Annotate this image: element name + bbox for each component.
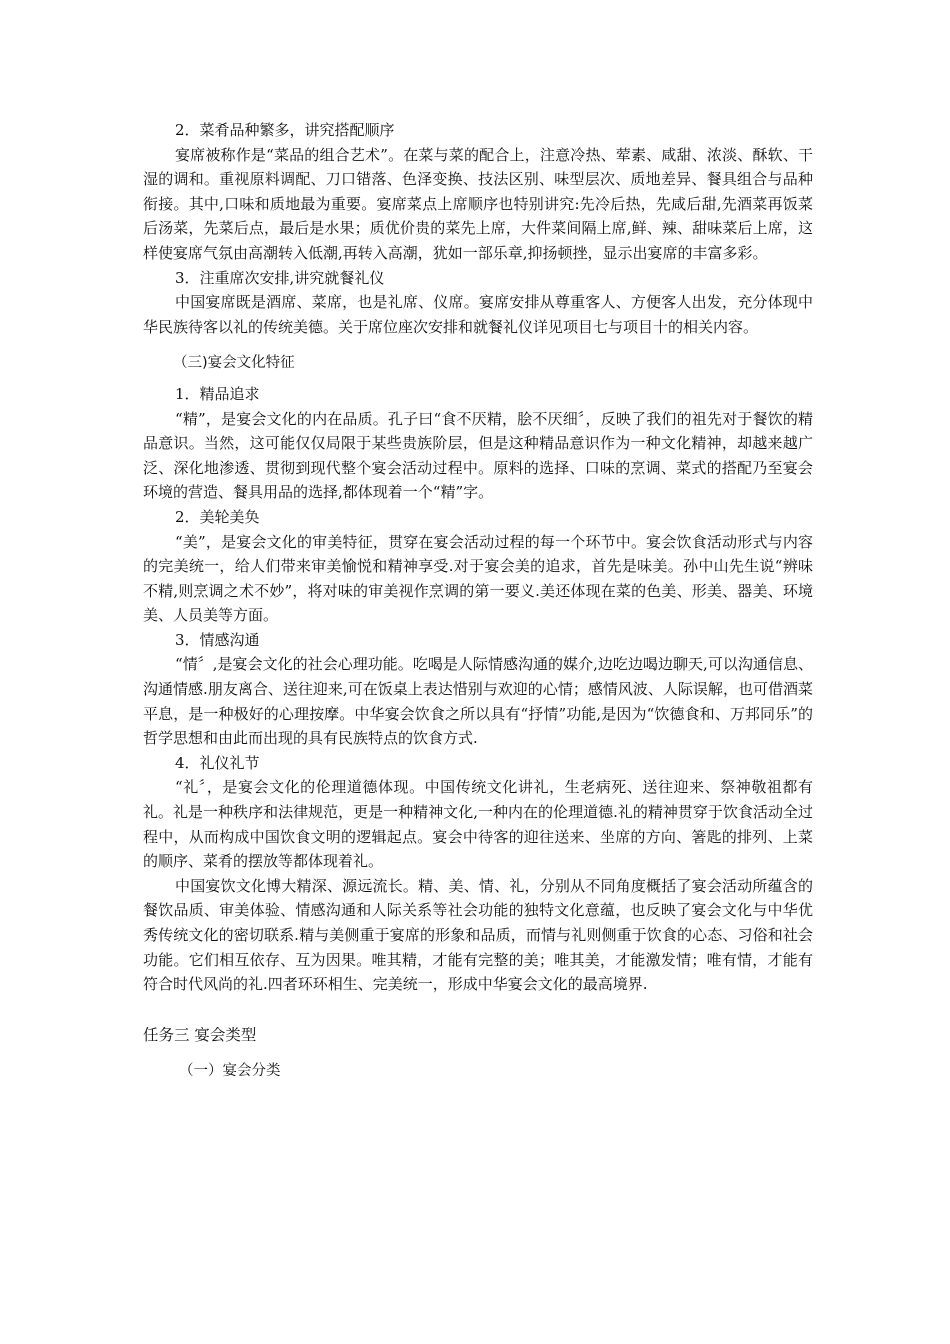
paragraph-emotion: “情〞,是宴会文化的社会心理功能。吃喝是人际情感沟通的媒介,边吃边喝边聊天,可以沟通信息、沟通情感.朋友离合、送往迎来,可在饭桌上表达惜别与欢迎的心情；感情风波、人际误解，也可借酒菜平息，是一种极好的心理按摩。中华宴会饮食之所以具有“抒情”功能,是因为“饮德食和、万邦同乐”的哲学思想和由此而出现的具有民族特点的饮食方式. (143, 655, 813, 748)
task-title: 任务三 宴会类型 (143, 1025, 257, 1044)
subsection-title-emotion: 3．情感沟通 (175, 630, 260, 649)
section-title-banquet-culture: （三)宴会文化特征 (173, 355, 295, 372)
paragraph-etiquette: “礼〞，是宴会文化的伦理道德体现。中国传统文化讲礼，生老病死、送往迎来、祭神敬祖都有礼。礼是一种秩序和法律规范，更是一种精神文化,一种内在的伦理道德.礼的精神贯穿于饮食活动全过程中，从而构成中国饮食文明的逻辑起点。宴会中待客的迎往送来、坐席的方向、箸匙的排列、上菜的顺序、菜肴的摆放等都体现着礼。 (143, 778, 813, 871)
subsection-title-etiquette: 4．礼仪礼节 (175, 753, 260, 772)
document-page (143, 118, 813, 1084)
paragraph-seating: 中国宴席既是酒席、菜席，也是礼席、仪席。宴席安排从尊重客人、方便客人出发，充分体现中华民族待客以礼的传统美德。关于席位座次安排和就餐礼仪详见项目七与项目十的相关内容。 (143, 293, 813, 336)
paragraph-summary: 中国宴饮文化博大精深、源远流长。精、美、情、礼，分别从不同角度概括了宴会活动所蕴含的餐饮品质、审美体验、情感沟通和人际关系等社会功能的独特文化意蕴，也反映了宴会文化与中华优秀传统文化的密切联系.精与美侧重于宴席的形象和品质，而情与礼则侧重于饮食的心态、习俗和社会功能。它们相互依存、互为因果。唯其精，才能有完整的美；唯其美，才能激发情；唯有情，才能有符合时代风尚的礼.四者环环相生、完美统一，形成中华宴会文化的最高境界. (143, 876, 813, 994)
paragraph-beauty: “美”，是宴会文化的审美特征，贯穿在宴会活动过程的每一个环节中。宴会饮食活动形式与内容的完美统一，给人们带来审美愉悦和精神享受.对于宴会美的追求，首先是味美。孙中山先生说“辨味不精,则烹调之术不妙”，将对味的审美视作烹调的第一要义.美还体现在菜的色美、形美、器美、环境美、人员美等方面。 (143, 532, 813, 625)
subsection-title-dish-variety: 2．菜肴品种繁多，讲究搭配顺序 (175, 121, 395, 139)
subsection-title-beauty: 2．美轮美奂 (175, 507, 260, 526)
subsection-title-refinement: 1．精品追求 (175, 384, 260, 403)
section-title-banquet-classification: （一）宴会分类 (179, 1063, 281, 1080)
paragraph-refinement: “精”，是宴会文化的内在品质。孔子曰“食不厌精，脍不厌细〞，反映了我们的祖先对于餐饮的精品意识。当然，这可能仅仅局限于某些贵族阶层，但是这种精品意识作为一种文化精神，却越来越广泛、深化地渗透、贯彻到现代整个宴会活动过程中。原料的选择、口味的烹调、菜式的搭配乃至宴会环境的营造、餐具用品的选择,都体现着一个“精”字。 (143, 409, 813, 502)
paragraph-dish-variety: 宴席被称作是“菜品的组合艺术”。在菜与菜的配合上，注意冷热、荤素、咸甜、浓淡、酥软、干湿的调和。重视原料调配、刀口错落、色泽变换、技法区别、味型层次、质地差异、餐具组合与品种衔接。其中,口味和质地最为重要。宴席菜点上席顺序也特别讲究:先冷后热，先咸后甜,先酒菜再饭菜后汤菜，先菜后点，最后是水果；质优价贵的菜先上席，大件菜间隔上席,鲜、辣、甜味菜后上席，这样使宴席气氛由高潮转入低潮,再转入高潮，犹如一部乐章,抑扬顿挫，显示出宴席的丰富多彩。 (143, 145, 813, 262)
subsection-title-seating: 3．注重席次安排,讲究就餐礼仪 (175, 268, 385, 287)
